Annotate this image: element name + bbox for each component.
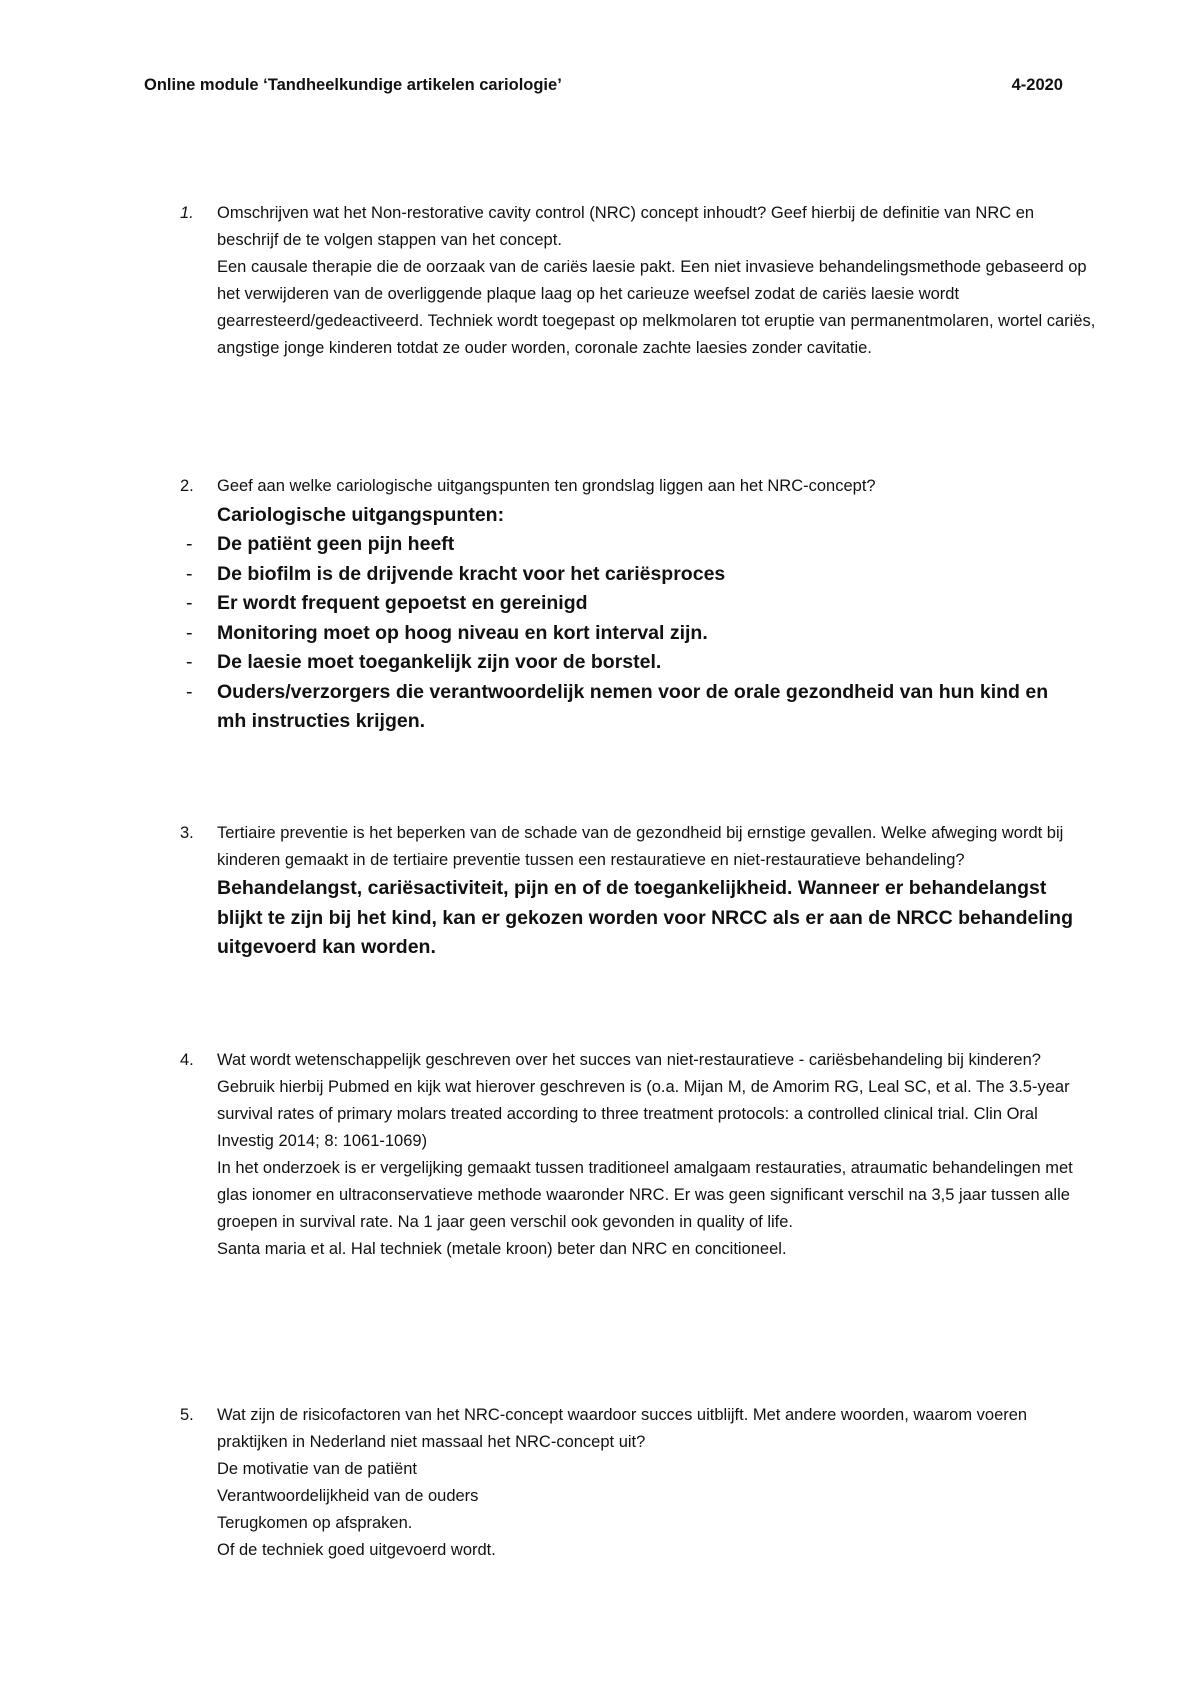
bullet-item xyxy=(180,560,1067,590)
answer-5-line: Terugkomen op afspraken. xyxy=(217,1514,413,1532)
bullet-dash: - xyxy=(186,533,193,555)
answer-1: Een causale therapie die de oorzaak van de cariës laesie pakt. Een niet invasieve behandelingsmethode gebaseerd op het verwijderen van de overliggende plaque laag op het carieuze weefsel zodat de cariës laesie wordt gearresteerd/gedeactiveerd. Techniek wordt toegepast op melkmolaren tot eruptie van permanentmolaren, wortel cariës, angstige jonge kinderen totdat ze ouder worden, coronale zachte laesies zonder cavitatie. xyxy=(217,258,1096,357)
answer-5-line: Of de techniek goed uitgevoerd wordt. xyxy=(217,1541,496,1559)
bullet-item xyxy=(180,678,1067,737)
question-1-block xyxy=(180,200,1097,362)
question-5-text: Wat zijn de risicofactoren van het NRC-concept waardoor succes uitblijft. Met andere woorden, waarom voeren praktijken in Nederland niet massaal het NRC-concept uit? xyxy=(217,1406,1028,1451)
question-3-number: 3. xyxy=(180,824,194,842)
bullet-dash: - xyxy=(186,680,193,703)
bullet-text: Er wordt frequent gepoetst en gereinigd xyxy=(217,592,588,614)
bullet-dash: - xyxy=(186,651,193,673)
bullet-dash: - xyxy=(186,592,193,614)
bullet-dash: - xyxy=(186,562,193,585)
question-1-text: Omschrijven wat het Non-restorative cavity control (NRC) concept inhoudt? Geef hierbij de definitie van NRC en beschrijf de te volgen stappen van het concept. xyxy=(217,204,1035,249)
question-1-number: 1. xyxy=(180,204,194,222)
bullet-text: De biofilm is de drijvende kracht voor het cariësproces xyxy=(217,562,726,585)
bullet-text: Monitoring moet op hoog niveau en kort interval zijn. xyxy=(217,621,708,644)
bullet-text: Ouders/verzorgers die verantwoordelijk nemen voor de orale gezondheid van hun kind en mh instructies krijgen. xyxy=(217,680,1049,732)
bullet-item xyxy=(180,648,1067,678)
question-4 xyxy=(180,1047,1097,1155)
question-3-text: Tertiaire preventie is het beperken van de schade van de gezondheid bij ernstige gevallen. Welke afweging wordt bij kinderen gemaakt in de tertiaire preventie tussen een restauratieve en niet-restauratieve behandeling? xyxy=(217,824,1064,869)
question-3 xyxy=(180,820,1097,874)
header-title: Online module ‘Tandheelkundige artikelen cariologie’ xyxy=(144,76,562,94)
question-2-block xyxy=(180,473,1097,737)
question-4-text: Wat wordt wetenschappelijk geschreven over het succes van niet-restauratieve - cariësbehandeling bij kinderen? Gebruik hierbij Pubmed en kijk wat hierover geschreven is (o.a. Mijan M, de Amorim RG, Leal SC, et al. The 3.5-year survival rates of primary molars treated according to three treatment protocols: a controlled clinical trial. Clin Oral Investig 2014; 8: 1061-1069) xyxy=(217,1051,1070,1150)
bullet-dash: - xyxy=(186,621,193,644)
bullet-text: De patiënt geen pijn heeft xyxy=(217,533,455,555)
answer-2-heading: Cariologische uitgangspunten: xyxy=(217,504,505,526)
question-5 xyxy=(180,1402,1097,1456)
question-4-block xyxy=(180,1047,1097,1263)
answer-5-line: Verantwoordelijkheid van de ouders xyxy=(217,1487,479,1505)
question-1 xyxy=(180,200,1097,254)
question-2 xyxy=(180,473,1097,500)
bullet-item xyxy=(180,530,1067,560)
question-4-number: 4. xyxy=(180,1051,194,1069)
bullet-item xyxy=(180,589,1067,619)
header-date: 4-2020 xyxy=(1011,76,1063,94)
question-2-text: Geef aan welke cariologische uitgangspunten ten grondslag liggen aan het NRC-concept? xyxy=(217,477,876,495)
answer-4: In het onderzoek is er vergelijking gemaakt tussen traditioneel amalgaam restauraties, atraumatic behandelingen met glas ionomer en ultraconservatieve methode waaronder NRC. Er was geen significant verschil na 3,5 jaar tussen alle groepen in survival rate. Na 1 jaar geen verschil ook gevonden in quality of life. xyxy=(217,1159,1073,1231)
bullet-text: De laesie moet toegankelijk zijn voor de borstel. xyxy=(217,651,662,673)
answer-5-line: De motivatie van de patiënt xyxy=(217,1460,417,1478)
question-2-number: 2. xyxy=(180,477,194,495)
page-header xyxy=(144,76,1063,95)
question-5-block xyxy=(180,1402,1097,1564)
question-5-number: 5. xyxy=(180,1406,194,1424)
question-3-block xyxy=(180,820,1097,963)
answer-3: Behandelangst, cariësactiviteit, pijn en of de toegankelijkheid. Wanneer er behandelangst blijkt te zijn bij het kind, kan er gekozen worden voor NRCC als er aan de NRCC behandeling uitgevoerd kan worden. xyxy=(217,877,1073,958)
answer-4-extra: Santa maria et al. Hal techniek (metale kroon) beter dan NRC en concitioneel. xyxy=(217,1240,787,1258)
bullet-item xyxy=(180,619,1067,649)
